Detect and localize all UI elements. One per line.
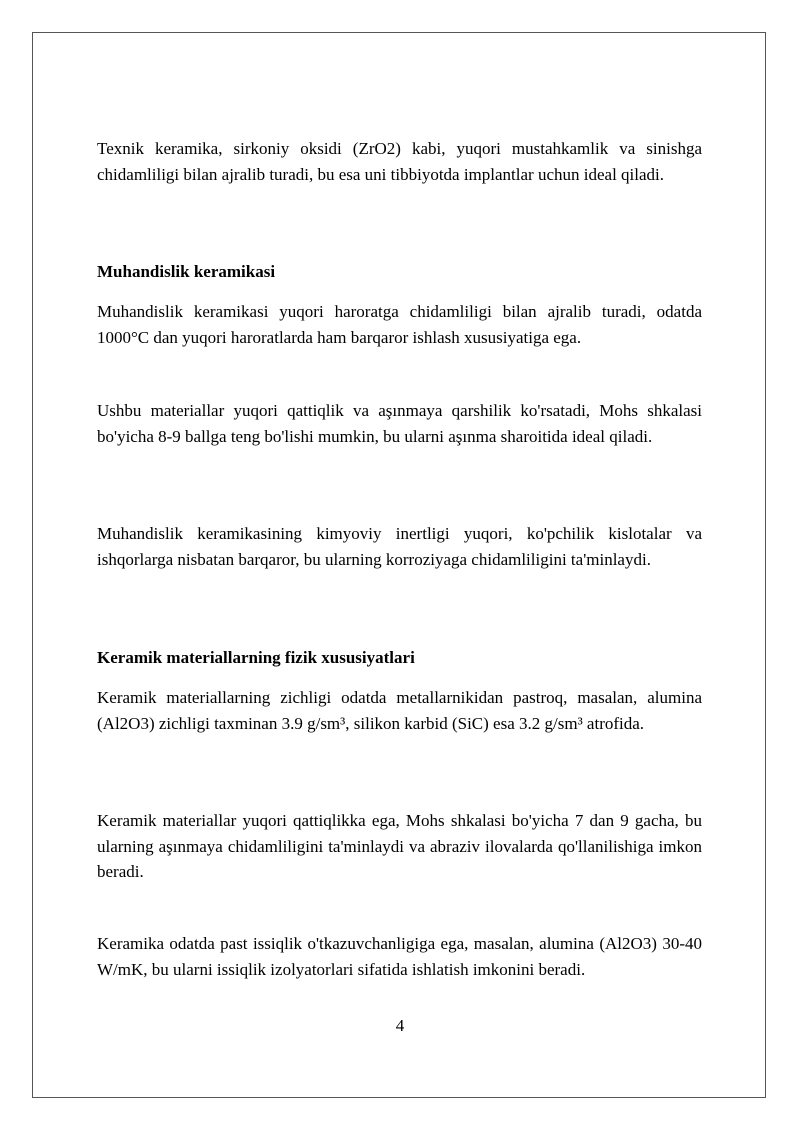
paragraph-chemical-inertness: Muhandislik keramikasining kimyoviy inertligi yuqori, ko'pchilik kislotalar va ishqorlarga nisbatan barqaror, bu ularning korroziyaga chidamliligini ta'minlaydi.	[97, 524, 702, 569]
paragraph-density: Keramik materiallarning zichligi odatda metallarnikidan pastroq, masalan, alumina (Al2O3) zichligi taxminan 3.9 g/sm³, silikon karbid (SiC) esa 3.2 g/sm³ atrofida.	[97, 688, 702, 733]
paragraph-technical-ceramics: Texnik keramika, sirkoniy oksidi (ZrO2) kabi, yuqori mustahkamlik va sinishga chidamliligi bilan ajralib turadi, bu esa uni tibbiyotda implantlar uchun ideal qiladi.	[97, 139, 702, 184]
heading-physical-properties: Keramik materiallarning fizik xususiyatlari	[97, 648, 415, 667]
paragraph-heat-resistance: Muhandislik keramikasi yuqori haroratga chidamliligi bilan ajralib turadi, odatda 1000°C dan yuqori haroratlarda ham barqaror ishlash xususiyatiga ega.	[97, 302, 702, 347]
paragraph-hardness-wear: Ushbu materiallar yuqori qattiqlik va aşınmaya qarshilik ko'rsatadi, Mohs shkalasi bo'yicha 8-9 ballga teng bo'lishi mumkin, bu ularni aşınma sharoitida ideal qiladi.	[97, 401, 702, 446]
page-number: 4	[395, 1016, 405, 1035]
paragraph-thermal-conductivity: Keramika odatda past issiqlik o'tkazuvchanligiga ega, masalan, alumina (Al2O3) 30-40 W/mK, bu ularni issiqlik izolyatorlari sifatida ishlatish imkonini beradi.	[97, 934, 702, 979]
heading-engineering-ceramics: Muhandislik keramikasi	[97, 262, 276, 281]
paragraph-hardness: Keramik materiallar yuqori qattiqlikka ega, Mohs shkalasi bo'yicha 7 dan 9 gacha, bu ularning aşınmaya chidamliligini ta'minlaydi va abraziv ilovalarda qo'llanilishiga imkon beradi.	[97, 811, 702, 881]
